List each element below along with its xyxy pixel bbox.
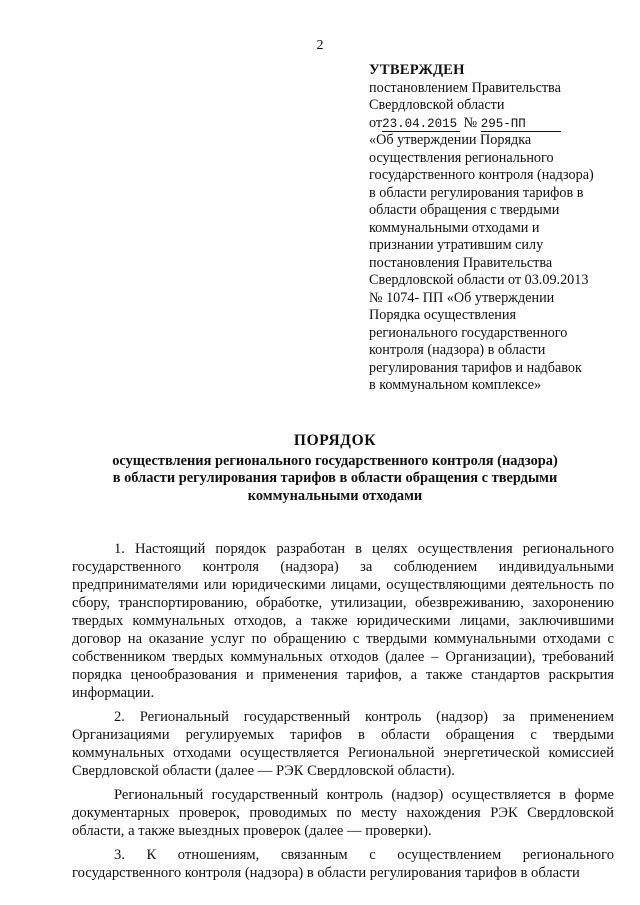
approval-description-line: Порядка осуществления — [369, 307, 517, 323]
paragraph: Региональный государственный контроль (надзор) осуществляется в форме документарных проверок, проводимых по месту нахождения РЭК Свердловской области, а также выездных проверок (далее — проверки). — [72, 787, 614, 839]
document-subtitle-line: в области регулирования тарифов в области обращения с твердыми — [112, 470, 558, 487]
approval-title: УТВЕРЖДЕН — [369, 62, 465, 78]
approval-description-line: осуществления регионального — [369, 149, 554, 166]
date-prefix: от — [369, 114, 383, 131]
paragraph: 3. К отношениям, связанным с осуществлением регионального государственного контроля (надзора) в области регулирования тарифов в области — [72, 847, 614, 881]
approval-number: 295-ПП — [481, 117, 561, 132]
approval-description-line: в коммунальном комплексе» — [369, 377, 542, 393]
approval-date: 23.04.2015 — [382, 117, 460, 132]
paragraph: 2. Региональный государственный контроль (надзор) за применением Организациями регулируемых тарифов в области обращения с твердыми коммунальных отходами осуществляется Региональной энергетической комиссией Свердловской области (далее — РЭК Свердловской области). — [72, 709, 614, 779]
number-sign: № — [463, 114, 478, 131]
approval-description-line: контроля (надзора) в области — [369, 342, 546, 358]
approval-description-line: области обращения с твердыми — [369, 202, 560, 218]
approval-line: Свердловской области — [369, 97, 505, 113]
approval-block — [369, 62, 619, 395]
approval-description-line: № 1074- ПП «Об утверждении — [369, 289, 555, 306]
approval-description-line: «Об утверждении Порядка — [369, 132, 532, 148]
document-body — [72, 540, 614, 888]
document-subtitle-line: коммунальными отходами — [247, 487, 423, 504]
approval-description-line: коммунальными отходами и — [369, 219, 540, 236]
page-number: 2 — [316, 38, 324, 53]
approval-description-line: государственного контроля (надзора) — [369, 167, 594, 183]
approval-description-line: в области регулирования тарифов в — [369, 184, 584, 201]
document-title: ПОРЯДОК — [293, 432, 377, 449]
approval-description-line: регионального государственного — [369, 324, 568, 341]
approval-description-line: регулирования тарифов и надбавок — [369, 359, 582, 376]
approval-date-line — [369, 115, 619, 133]
document-subtitle-line: осуществления регионального государственного контроля (надзора) — [112, 453, 558, 469]
approval-description-line: признании утратившим силу — [369, 237, 544, 253]
paragraph: 1. Настоящий порядок разработан в целях осуществления регионального государственного контроля (надзора) за соблюдением индивидуальными предпринимателями или юридическими лицами, осуществляющими деятельность по сбору, транспортированию, обработке, утилизации, обезвреживанию, захоронению твердых коммунальных отходов, а также юридическими лицами, заключившими договор на оказание услуг по обращению с твердыми коммунальными отходами с собственником твердых коммунальных отходов (далее – Организации), требований порядка ценообразования и применения тарифов, а также стандартов раскрытия информации. — [72, 541, 614, 701]
approval-description-line: Свердловской области от 03.09.2013 — [369, 272, 589, 288]
document-heading — [60, 432, 610, 505]
approval-description-line: постановления Правительства — [369, 254, 553, 271]
approval-line: постановлением Правительства — [369, 79, 561, 96]
